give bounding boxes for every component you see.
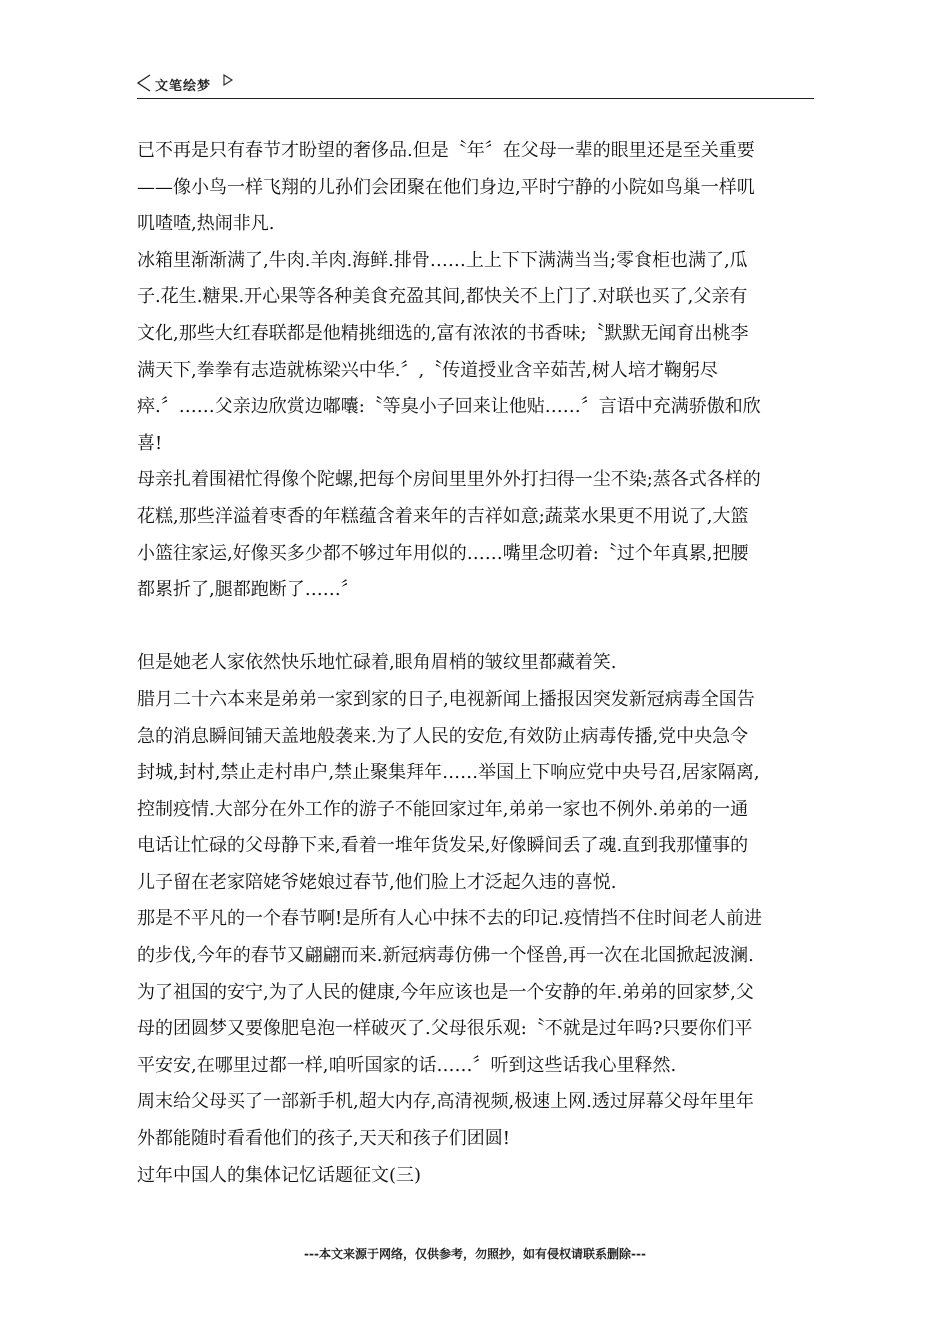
header-title: 文笔绘梦 (155, 79, 212, 94)
text-line: 的步伐,今年的春节又翩翩而来.新冠病毒仿佛一个怪兽,再一次在北国掀起波澜. (137, 945, 754, 967)
text-line: ——像小鸟一样飞翔的儿孙们会团聚在他们身边,平时宁静的小院如鸟巢一样叽 (137, 176, 755, 198)
text-line: 急的消息瞬间铺天盖地般袭来.为了人民的安危,有效防止病毒传播,党中央急令 (137, 725, 749, 747)
blank-line (137, 609, 827, 646)
text-line: 都累折了,腿都跑断了……〞 (137, 579, 359, 601)
text-line: 为了祖国的安宁,为了人民的健康,今年应该也是一个安静的年.弟弟的回家梦,父 (137, 981, 754, 1003)
text-line: 腊月二十六本来是弟弟一家到家的日子,电视新闻上播报因突发新冠病毒全国告 (137, 688, 755, 710)
text-line: 但是她老人家依然快乐地忙碌着,眼角眉梢的皱纹里都藏着笑. (137, 652, 617, 674)
text-line: 封城,封村,禁止走村串户,禁止聚集拜年……举国上下响应党中央号召,居家隔离, (137, 762, 760, 784)
text-line: 母亲扎着围裙忙得像个陀螺,把每个房间里里外外打扫得一尘不染;蒸各式各样的 (137, 469, 761, 491)
disclaimer-footer: ---本文来源于网络，仅供参考，勿照抄，如有侵权请联系删除--- (304, 1247, 646, 1261)
text-line: 满天下,拳拳有志造就栋梁兴中华.〞,〝传道授业含辛茹苦,树人培才鞠躬尽 (137, 359, 718, 381)
text-line: 文化,那些大红春联都是他精挑细选的,富有浓浓的书香味;〝默默无闻育出桃李 (137, 322, 749, 344)
text-line: 控制疫情.大部分在外工作的游子不能回家过年,弟弟一家也不例外.弟弟的一通 (137, 798, 749, 820)
triangle-left-outline-icon (137, 74, 151, 92)
section-heading: 过年中国人的集体记忆话题征文(三) (137, 1164, 422, 1186)
text-line: 子.花生.糖果.开心果等各种美食充盈其间,都快关不上门了.对联也买了,父亲有 (137, 286, 748, 308)
text-line: 喜! (137, 432, 163, 454)
text-line: 叽喳喳,热闹非凡. (137, 213, 275, 235)
text-line: 瘁.〞……父亲边欣赏边嘟囔:〝等臭小子回来让他贴……〞言语中充满骄傲和欣 (137, 396, 761, 418)
page-header (137, 72, 814, 99)
text-line: 冰箱里渐渐满了,牛肉.羊肉.海鲜.排骨……上上下下满满当当;零食柜也满了,瓜 (137, 249, 748, 271)
text-line: 母的团圆梦又要像肥皂泡一样破灭了.父母很乐观:〝不就是过年吗?只要你们平 (137, 1018, 753, 1040)
text-line: 花糕,那些洋溢着枣香的年糕蕴含着来年的吉祥如意;蔬菜水果更不用说了,大篮 (137, 505, 749, 527)
text-line: 平安安,在哪里过都一样,咱听国家的话……〞听到这些话我心里释然. (137, 1054, 677, 1076)
text-line: 周末给父母买了一部新手机,超大内存,高清视频,极速上网.透过屏幕父母年里年 (137, 1091, 754, 1113)
text-line: 已不再是只有春节才盼望的奢侈品.但是〝年〞在父母一辈的眼里还是至关重要 (137, 140, 755, 161)
article-body (137, 133, 827, 1194)
text-line: 那是不平凡的一个春节啊!是所有人心中抹不去的印记.疫情挡不住时间老人前进 (137, 908, 762, 930)
text-line: 小篮往家运,好像买多少都不够过年用似的……嘴里念叨着:〝过个年真累,把腰 (137, 542, 749, 564)
triangle-right-outline-icon (223, 74, 233, 86)
text-line: 外都能随时看看他们的孩子,天天和孩子们团圆! (137, 1128, 510, 1150)
text-line: 电话让忙碌的父母静下来,看着一堆年货发呆,好像瞬间丢了魂.直到我那懂事的 (137, 835, 749, 857)
text-line: 儿子留在老家陪姥爷姥娘过春节,他们脸上才泛起久违的喜悦. (137, 871, 617, 893)
